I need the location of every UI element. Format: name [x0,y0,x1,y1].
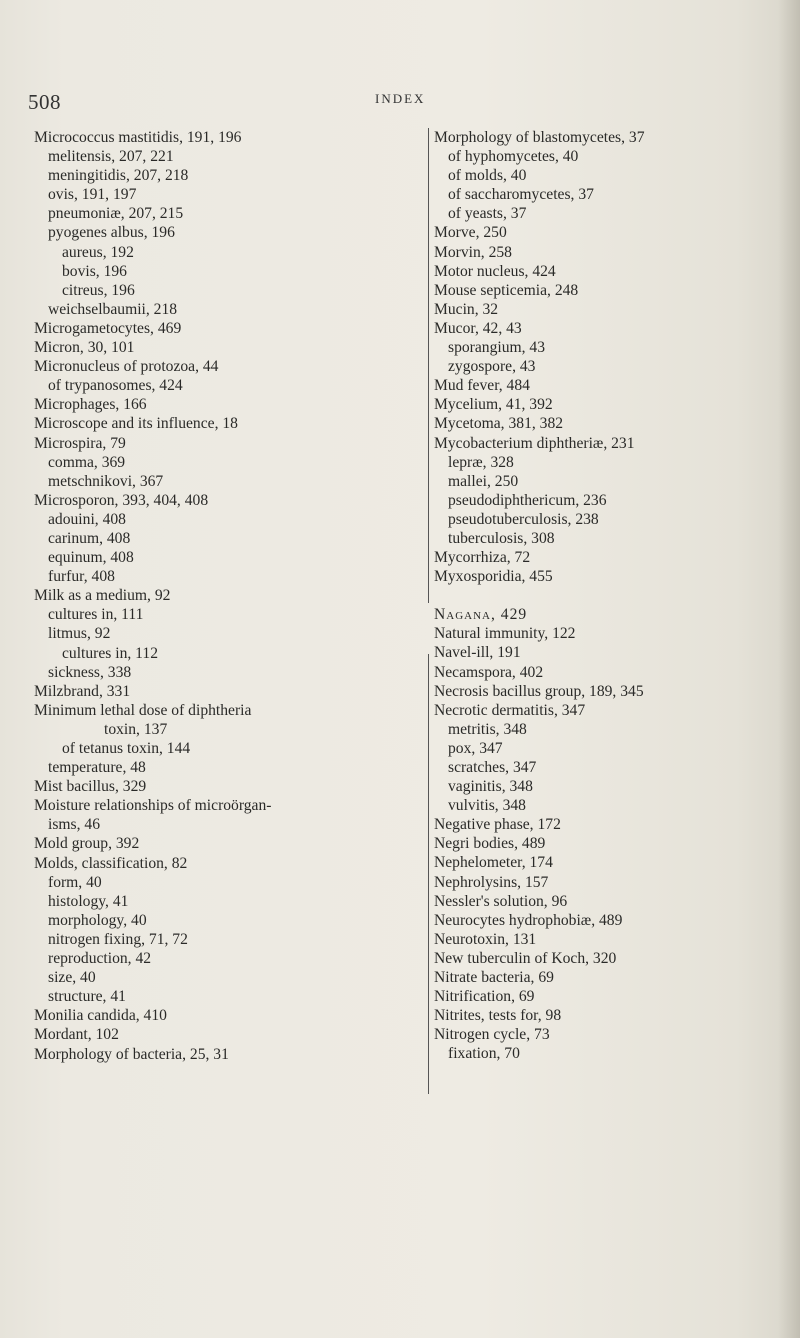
index-entry: Navel-ill, 191 [434,644,521,662]
index-entry: Nitrification, 69 [434,988,535,1006]
index-entry: metritis, 348 [448,720,527,738]
index-entry: Nitrites, tests for, 98 [434,1007,562,1025]
index-entry: zygospore, 43 [448,358,536,376]
index-entry: fixation, 70 [448,1045,520,1063]
index-entry: pyogenes albus, 196 [48,224,175,242]
index-entry: Myxosporidia, 455 [434,568,553,586]
index-entry: histology, 41 [48,892,129,910]
section-gap [434,586,784,605]
index-entry: Mouse septicemia, 248 [434,281,579,299]
index-entry: form, 40 [48,873,102,891]
index-entry: Necrotic dermatitis, 347 [434,701,586,719]
index-entry: toxin, 137 [104,720,168,738]
index-entry: melitensis, 207, 221 [48,148,174,166]
index-entry: Morve, 250 [434,224,507,242]
index-entry: Neurotoxin, 131 [434,930,537,948]
index-entry: weichselbaumii, 218 [48,300,178,318]
index-entry: Mist bacillus, 329 [34,778,147,796]
index-entry: adouini, 408 [48,510,126,528]
index-entry: Mordant, 102 [34,1026,119,1044]
index-entry: equinum, 408 [48,549,134,567]
index-entry: mallei, 250 [448,472,519,490]
index-entry: Microgametocytes, 469 [34,319,182,337]
index-entry: nitrogen fixing, 71, 72 [48,930,188,948]
index-entry: Mycelium, 41, 392 [434,396,553,414]
index-entry: Motor nucleus, 424 [434,262,556,280]
index-entry: citreus, 196 [62,281,135,299]
index-entry: scratches, 347 [448,759,537,776]
index-entry: morphology, 40 [48,911,147,929]
index-section-m-continued [434,128,784,586]
index-entry: sporangium, 43 [448,339,546,357]
index-entry: sickness, 338 [48,663,132,681]
index-entry: temperature, 48 [48,759,146,777]
index-entry: Micrococcus mastitidis, 191, 196 [34,129,242,146]
index-entry: Mycobacterium diphtheriæ, 231 [434,434,635,452]
index-entry: Nephrolysins, 157 [434,873,549,891]
index-entry: ovis, 191, 197 [48,186,137,204]
index-entry: Morphology of bacteria, 25, 31 [34,1045,229,1063]
index-entry: furfur, 408 [48,568,115,586]
index-entry: of tetanus toxin, 144 [62,740,191,757]
index-entry: Minimum lethal dose of diphtheria [34,701,252,719]
index-entry: Nitrogen cycle, 73 [434,1026,550,1044]
index-entry: vaginitis, 348 [448,778,533,796]
index-entry: Milzbrand, 331 [34,682,131,700]
index-entry: Mucor, 42, 43 [434,319,522,337]
index-column-right [434,128,784,1064]
index-entry: litmus, 92 [48,625,111,643]
index-entry: Mud fever, 484 [434,377,530,395]
index-entry: of trypanosomes, 424 [48,377,183,395]
index-entry: Molds, classification, 82 [34,854,188,872]
index-entry: Milk as a medium, 92 [34,587,171,605]
index-entry: Microspira, 79 [34,434,126,452]
index-entry: pox, 347 [448,739,503,757]
index-section-n [434,605,784,1063]
index-entry: reproduction, 42 [48,950,152,968]
index-column-left [34,128,424,1064]
index-entry: Micronucleus of protozoa, 44 [34,358,219,376]
index-entry: comma, 369 [48,453,126,471]
index-entry: Mucin, 32 [434,300,499,318]
index-entry: Microsporon, 393, 404, 408 [34,491,209,509]
index-entry: of hyphomycetes, 40 [448,148,579,166]
index-entry: Necrosis bacillus group, 189, 345 [434,682,644,700]
index-entry: Negative phase, 172 [434,816,561,834]
index-entry: Mycorrhiza, 72 [434,549,531,567]
index-entry: lepræ, 328 [448,453,514,471]
index-entry: aureus, 192 [62,243,134,261]
index-entry: isms, 46 [48,816,100,834]
index-entry: Microscope and its influence, 18 [34,415,238,433]
index-entry: pseudodiphthericum, 236 [448,491,607,509]
index-entry: Necamspora, 402 [434,663,544,681]
index-entry: of molds, 40 [448,167,527,185]
index-entry: of saccharomycetes, 37 [448,186,594,204]
index-entry: metschnikovi, 367 [48,472,164,490]
column-rule-bottom [428,654,429,1094]
index-entry: Mycetoma, 381, 382 [434,415,564,433]
index-entry: Neurocytes hydrophobiæ, 489 [434,911,623,929]
index-entry: meningitidis, 207, 218 [48,167,189,185]
index-entry: structure, 41 [48,988,126,1006]
index-entry: carinum, 408 [48,529,131,547]
column-rule-top [428,128,429,603]
index-entry: Mold group, 392 [34,835,140,853]
index-entry: size, 40 [48,969,96,987]
index-entry: Moisture relationships of microörgan- [34,797,272,815]
index-entry: Nephelometer, 174 [434,854,553,872]
index-entry: Micron, 30, 101 [34,339,135,357]
index-entry: Negri bodies, 489 [434,835,546,853]
index-entry: cultures in, 112 [62,644,158,662]
index-entry: pneumoniæ, 207, 215 [48,205,184,223]
index-entry: New tuberculin of Koch, 320 [434,949,617,967]
index-entry: Nessler's solution, 96 [434,892,568,910]
index-entry: Monilia candida, 410 [34,1007,167,1025]
index-entry: Morvin, 258 [434,243,512,261]
page-number: 508 [28,90,61,114]
index-entry: Nagana, 429 [434,606,528,624]
index-entry: bovis, 196 [62,262,127,280]
index-entry: Natural immunity, 122 [434,625,576,643]
running-head: INDEX [375,91,426,106]
index-entry: Nitrate bacteria, 69 [434,969,554,987]
index-entry: vulvitis, 348 [448,797,526,815]
index-entry: Microphages, 166 [34,396,147,414]
index-entry: tuberculosis, 308 [448,529,555,547]
index-entry: pseudotuberculosis, 238 [448,510,599,528]
index-entry: cultures in, 111 [48,606,144,624]
index-entry: Morphology of blastomycetes, 37 [434,129,645,146]
index-entry: of yeasts, 37 [448,205,527,223]
